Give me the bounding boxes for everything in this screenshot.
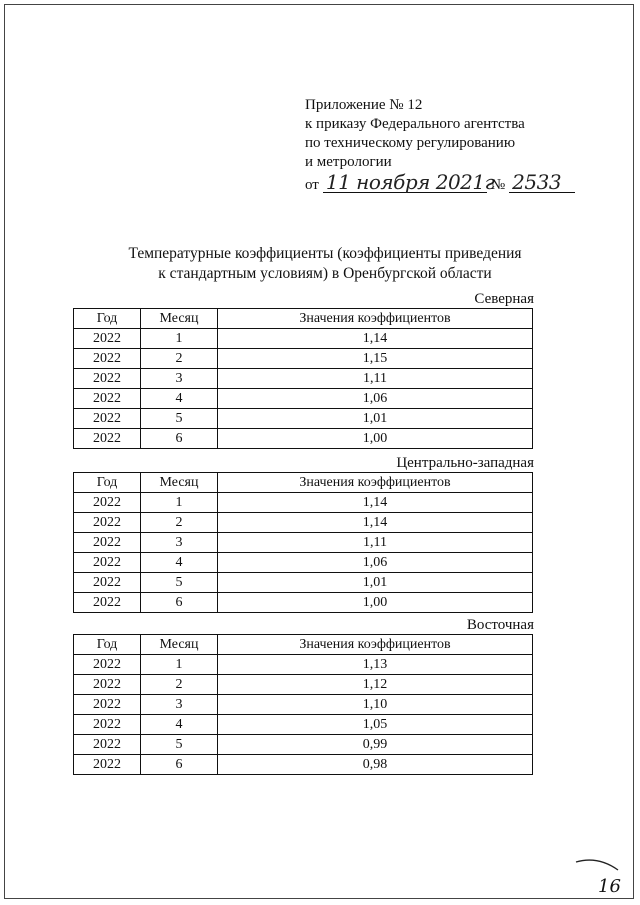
year-cell: 2022 (74, 695, 141, 715)
table-row (74, 429, 533, 449)
table-header-row (74, 473, 533, 493)
coefficient-cell: 1,00 (218, 593, 533, 613)
year-cell: 2022 (74, 593, 141, 613)
column-header: Месяц (141, 635, 218, 655)
document-title (60, 244, 590, 284)
year-cell: 2022 (74, 389, 141, 409)
appendix-number: Приложение № 12 (305, 97, 423, 113)
year-cell: 2022 (74, 513, 141, 533)
month-cell: 3 (141, 533, 218, 553)
handwritten-order-number: 2533 (509, 172, 575, 193)
year-cell: 2022 (74, 493, 141, 513)
column-header: Значения коэффициентов (218, 473, 533, 493)
coefficient-table (73, 472, 533, 613)
year-cell: 2022 (74, 655, 141, 675)
table-row (74, 369, 533, 389)
month-cell: 2 (141, 349, 218, 369)
coefficient-cell: 1,05 (218, 715, 533, 735)
year-cell: 2022 (74, 409, 141, 429)
table-row (74, 533, 533, 553)
coefficient-cell: 1,06 (218, 553, 533, 573)
table-row (74, 675, 533, 695)
table-row (74, 715, 533, 735)
ot-label: от (305, 177, 319, 193)
year-cell: 2022 (74, 735, 141, 755)
table-row (74, 695, 533, 715)
year-cell: 2022 (74, 573, 141, 593)
month-cell: 4 (141, 715, 218, 735)
coefficient-cell: 1,14 (218, 493, 533, 513)
year-cell: 2022 (74, 533, 141, 553)
year-cell: 2022 (74, 715, 141, 735)
year-cell: 2022 (74, 349, 141, 369)
year-cell: 2022 (74, 369, 141, 389)
table-row (74, 409, 533, 429)
column-header: Месяц (141, 309, 218, 329)
coefficient-cell: 1,06 (218, 389, 533, 409)
table-header-row (74, 635, 533, 655)
column-header: Значения коэффициентов (218, 635, 533, 655)
agency-line-2: и метрологии (305, 154, 392, 170)
month-cell: 6 (141, 429, 218, 449)
column-header: Год (74, 635, 141, 655)
region-caption: Северная (474, 291, 534, 307)
table-row (74, 493, 533, 513)
month-cell: 1 (141, 329, 218, 349)
month-cell: 6 (141, 593, 218, 613)
month-cell: 6 (141, 755, 218, 775)
table-row (74, 513, 533, 533)
coefficient-cell: 1,10 (218, 695, 533, 715)
table-row (74, 389, 533, 409)
table-row (74, 755, 533, 775)
month-cell: 1 (141, 655, 218, 675)
month-cell: 5 (141, 735, 218, 755)
month-cell: 4 (141, 389, 218, 409)
month-cell: 3 (141, 369, 218, 389)
month-cell: 5 (141, 573, 218, 593)
year-cell: 2022 (74, 675, 141, 695)
table-row (74, 349, 533, 369)
table-header-row (74, 309, 533, 329)
table-row (74, 655, 533, 675)
year-cell: 2022 (74, 429, 141, 449)
agency-line: по техническому регулированию (305, 135, 516, 151)
coefficient-cell: 1,11 (218, 533, 533, 553)
column-header: Год (74, 309, 141, 329)
month-cell: 2 (141, 513, 218, 533)
table-row (74, 573, 533, 593)
coefficient-cell: 0,98 (218, 755, 533, 775)
year-cell: 2022 (74, 329, 141, 349)
column-header: Значения коэффициентов (218, 309, 533, 329)
table-row (74, 593, 533, 613)
month-cell: 5 (141, 409, 218, 429)
coefficient-cell: 0,99 (218, 735, 533, 755)
title-line-2: к стандартным условиям) в Оренбургской области (158, 265, 492, 282)
coefficient-table (73, 308, 533, 449)
coefficient-cell: 1,14 (218, 513, 533, 533)
table-row (74, 329, 533, 349)
title-line-1: Температурные коэффициенты (коэффициенты приведения (128, 245, 522, 262)
number-sign: № (490, 177, 506, 193)
month-cell: 1 (141, 493, 218, 513)
coefficient-cell: 1,11 (218, 369, 533, 389)
page-number-stroke (574, 856, 620, 876)
coefficient-cell: 1,12 (218, 675, 533, 695)
month-cell: 2 (141, 675, 218, 695)
coefficient-cell: 1,15 (218, 349, 533, 369)
region-caption: Восточная (466, 617, 534, 633)
coefficient-cell: 1,00 (218, 429, 533, 449)
coefficient-cell: 1,14 (218, 329, 533, 349)
document-header (305, 96, 585, 195)
year-cell: 2022 (74, 553, 141, 573)
region-caption: Центрально-западная (396, 455, 534, 471)
order-date-line (305, 172, 585, 195)
coefficient-cell: 1,13 (218, 655, 533, 675)
column-header: Год (74, 473, 141, 493)
coefficient-table (73, 634, 533, 775)
month-cell: 3 (141, 695, 218, 715)
coefficient-cell: 1,01 (218, 409, 533, 429)
coefficient-cell: 1,01 (218, 573, 533, 593)
table-row (74, 553, 533, 573)
column-header: Месяц (141, 473, 218, 493)
handwritten-date: 11 ноября 2021г (323, 172, 487, 193)
page-number: 16 (598, 876, 621, 897)
order-reference: к приказу Федерального агентства (305, 116, 525, 132)
year-cell: 2022 (74, 755, 141, 775)
table-row (74, 735, 533, 755)
month-cell: 4 (141, 553, 218, 573)
